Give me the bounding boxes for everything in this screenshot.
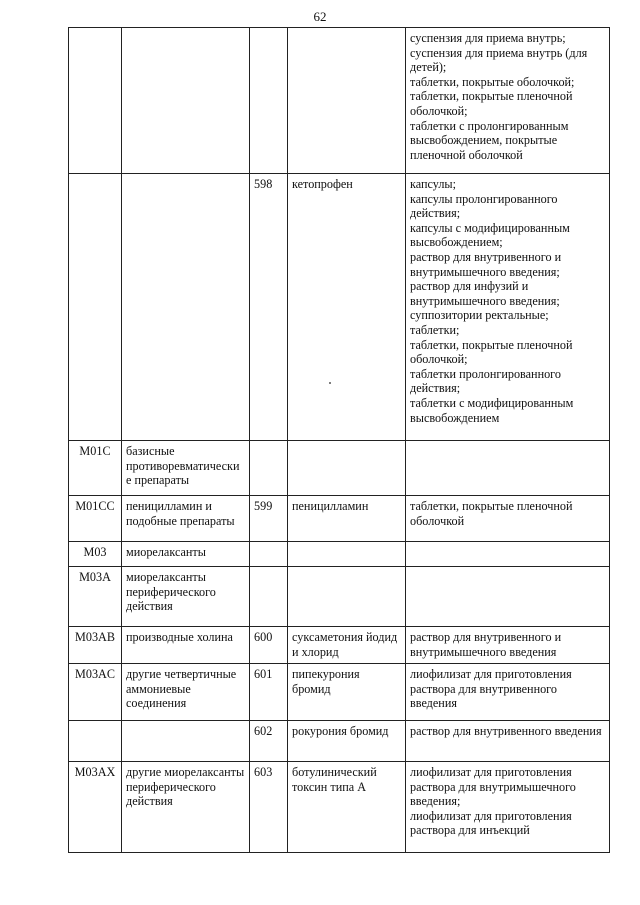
drug-name-cell: пипекурония бромид	[288, 664, 406, 721]
row-number-cell	[250, 542, 288, 567]
drug-name-cell: суксаметония йодид и хлорид	[288, 627, 406, 664]
group-name-cell	[122, 28, 250, 174]
drug-name-cell: рокурония бромид	[288, 721, 406, 762]
drug-name-cell	[288, 28, 406, 174]
atc-code-cell	[69, 721, 122, 762]
drug-list-table	[68, 27, 610, 853]
dosage-forms-cell	[406, 542, 610, 567]
drug-list-body	[69, 28, 610, 853]
scan-speck	[329, 382, 331, 384]
dosage-forms-cell	[406, 627, 610, 664]
dosage-forms-cell	[406, 664, 610, 721]
dosage-form-item: лиофилизат для приготовления раствора для внутривенного введения	[410, 667, 572, 711]
dosage-forms-cell	[406, 441, 610, 496]
drug-name-cell	[288, 542, 406, 567]
table-row	[69, 664, 610, 721]
dosage-form-item: таблетки, покрытые пленочной оболочкой;	[410, 337, 573, 367]
row-number-cell	[250, 567, 288, 627]
group-name-cell: другие миорелаксанты периферического действия	[122, 762, 250, 853]
dosage-forms-cell	[406, 174, 610, 441]
table-row	[69, 567, 610, 627]
dosage-form-item: суспензия для приема внутрь;	[410, 31, 566, 45]
dosage-form-item: лиофилизат для приготовления раствора для внутримышечного введения;	[410, 765, 576, 809]
table-row	[69, 721, 610, 762]
dosage-form-item: таблетки, покрытые пленочной оболочкой	[410, 499, 573, 528]
dosage-forms-cell	[406, 721, 610, 762]
dosage-form-item: таблетки с модифицированным высвобождением	[410, 395, 574, 425]
atc-code-cell	[69, 174, 122, 441]
drug-name-cell: ботулинический токсин типа А	[288, 762, 406, 853]
row-number-cell: 602	[250, 721, 288, 762]
dosage-form-item: капсулы с модифицированным высвобождением;	[410, 220, 570, 250]
atc-code-cell: M03AB	[69, 627, 122, 664]
drug-name-cell	[288, 567, 406, 627]
dosage-form-item: раствор для внутривенного введения	[410, 724, 602, 738]
dosage-form-item: таблетки, покрытые оболочкой;	[410, 74, 575, 89]
dosage-form-item: капсулы;	[410, 177, 456, 191]
atc-code-cell: M03	[69, 542, 122, 567]
drug-name-cell	[288, 441, 406, 496]
table-row	[69, 542, 610, 567]
dosage-form-item: таблетки с пролонгированным высвобождением, покрытые пленочной оболочкой	[410, 118, 569, 162]
row-number-cell: 598	[250, 174, 288, 441]
dosage-form-item: раствор для внутривенного и внутримышечного введения;	[410, 249, 562, 279]
group-name-cell: миорелаксанты	[122, 542, 250, 567]
row-number-cell	[250, 441, 288, 496]
dosage-forms-cell	[406, 567, 610, 627]
dosage-form-item: лиофилизат для приготовления раствора для инъекций	[410, 808, 572, 838]
drug-name-cell: пеницилламин	[288, 496, 406, 542]
group-name-cell: пеницилламин и подобные препараты	[122, 496, 250, 542]
atc-code-cell: M03A	[69, 567, 122, 627]
row-number-cell: 603	[250, 762, 288, 853]
dosage-form-item: капсулы пролонгированного действия;	[410, 191, 558, 221]
atc-code-cell: M03AC	[69, 664, 122, 721]
dosage-form-item: раствор для внутривенного и внутримышечного введения	[410, 630, 562, 659]
page-number: 62	[313, 9, 327, 24]
row-number-cell	[250, 28, 288, 174]
group-name-cell: базисные противоревматически е препараты	[122, 441, 250, 496]
table-row	[69, 627, 610, 664]
atc-code-cell	[69, 28, 122, 174]
table-row	[69, 762, 610, 853]
group-name-cell	[122, 174, 250, 441]
table-row	[69, 441, 610, 496]
dosage-form-item: раствор для инфузий и внутримышечного введения;	[410, 279, 560, 308]
dosage-form-item: таблетки, покрытые пленочной оболочкой;	[410, 89, 573, 118]
table-row	[69, 496, 610, 542]
dosage-form-item: таблетки;	[410, 322, 460, 337]
dosage-forms-cell	[406, 762, 610, 853]
row-number-cell: 599	[250, 496, 288, 542]
dosage-form-item: суспензия для приема внутрь (для детей);	[410, 45, 588, 75]
dosage-forms-cell	[406, 28, 610, 174]
drug-name-cell: кетопрофен	[288, 174, 406, 441]
atc-code-cell: M01C	[69, 441, 122, 496]
group-name-cell: другие четвертичные аммониевые соединения	[122, 664, 250, 721]
atc-code-cell: M01CC	[69, 496, 122, 542]
table-row	[69, 174, 610, 441]
group-name-cell: миорелаксанты периферического действия	[122, 567, 250, 627]
group-name-cell: производные холина	[122, 627, 250, 664]
row-number-cell: 601	[250, 664, 288, 721]
dosage-form-item: таблетки пролонгированного действия;	[410, 366, 561, 396]
atc-code-cell: M03AX	[69, 762, 122, 853]
dosage-forms-cell	[406, 496, 610, 542]
dosage-form-item: суппозитории ректальные;	[410, 308, 549, 323]
row-number-cell: 600	[250, 627, 288, 664]
group-name-cell	[122, 721, 250, 762]
table-row	[69, 28, 610, 174]
